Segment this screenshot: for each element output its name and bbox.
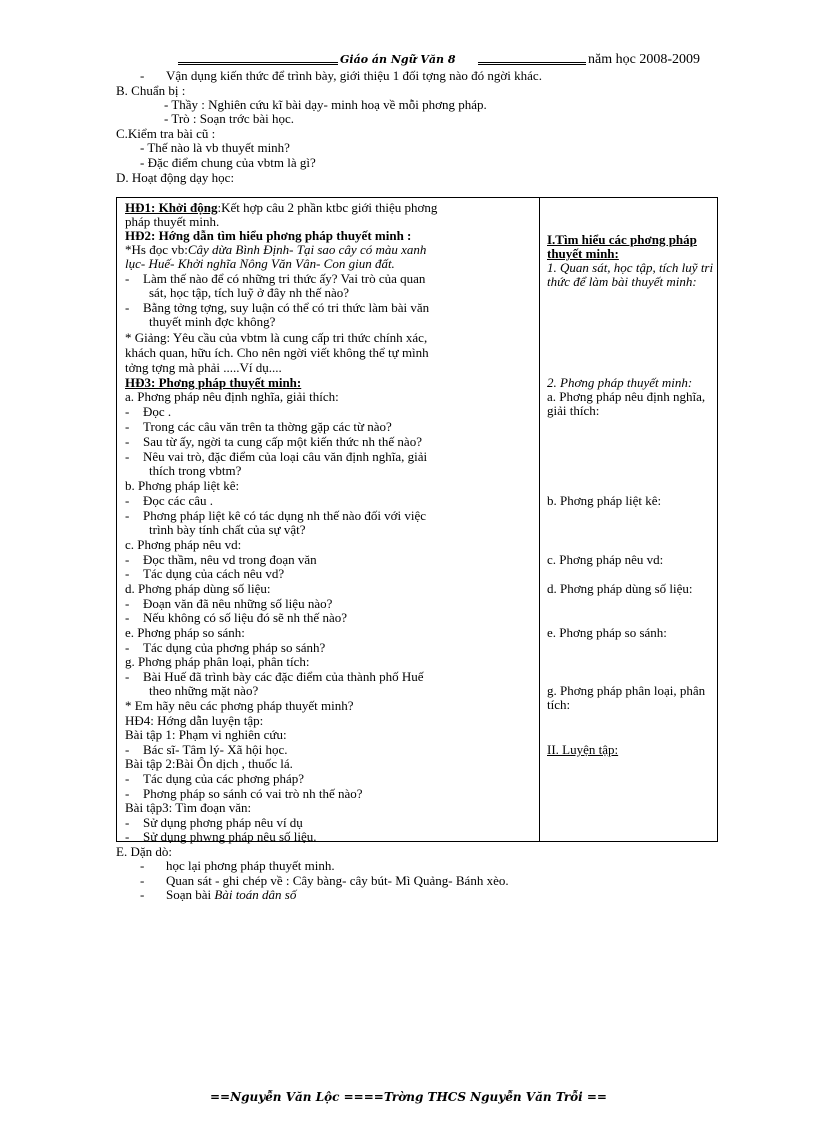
summary-question: * Em hãy nêu các phơng pháp thuyết minh? (125, 698, 354, 713)
section-b-item: - Thầy : Nghiên cứu kĩ bài dạy- minh hoạ về mỗi phơng pháp. (164, 97, 487, 112)
homework-label: E. Dặn dò: (116, 844, 172, 859)
method-b-item: - Đọc các câu . (125, 493, 214, 508)
section-c-item: - Thế nào là vb thuyết minh? (140, 140, 290, 155)
right-subsection: 1. Quan sát, học tập, tích luỹ tri (547, 260, 714, 275)
homework-item: - Soạn bài Bài toán dân số (140, 887, 297, 902)
question-cont: thuyết minh đợc không? (149, 314, 276, 329)
method-a-item: - Đọc . (125, 404, 172, 419)
method-c-label: c. Phơng pháp nêu vd: (125, 537, 242, 552)
method-g-label: g. Phơng pháp phân loại, phân tích: (125, 654, 310, 669)
exercise-2: Bài tập 2:Bài Ôn dịch , thuốc lá. (125, 756, 293, 771)
method-a-item: - Trong các câu văn trên ta thờng gặp các từ nào? (125, 419, 392, 434)
question: - Làm thế nào để có những tri thức ấy? Vai trò của quan (125, 271, 426, 286)
method-d-item: - Nếu không có số liệu đó sẽ nh thế nào? (125, 610, 347, 625)
method-g-item-cont: theo những mặt nào? (149, 683, 259, 698)
method-b-item-cont: trình bày tính chất của sự vật? (149, 522, 306, 537)
hd2-heading: HĐ2: Hớng dẫn tìm hiểu phơng pháp thuyết minh : (125, 228, 412, 243)
homework-item: - Quan sát - ghi chép về : Cây bàng- cây bút- Mì Quảng- Bánh xèo. (140, 873, 509, 888)
section-b-label: B. Chuẩn bị : (116, 83, 186, 98)
apply-line: - Vận dụng kiến thức để trình bày, giới thiệu 1 đối tợng nào đó ngời khác. (140, 68, 542, 83)
method-c-item: - Đọc thầm, nêu vd trong đoạn văn (125, 552, 317, 567)
section-c-label: C.Kiểm tra bài cũ : (116, 126, 216, 141)
right-section-1-cont: thuyết minh: (547, 246, 619, 261)
right-method-e: e. Phơng pháp so sánh: (547, 625, 667, 640)
right-method-a-cont: giải thích: (547, 403, 600, 418)
lecture-note: * Giảng: Yêu cầu của vbtm là cung cấp tri thức chính xác, (125, 330, 428, 345)
method-b-label: b. Phơng pháp liệt kê: (125, 478, 240, 493)
hs-read-line: lục- Huế- Khởi nghĩa Nông Văn Vân- Con giun đất. (125, 256, 395, 271)
method-e-item: - Tác dụng của phơng pháp so sánh? (125, 640, 326, 655)
method-d-label: d. Phơng pháp dùng số liệu: (125, 581, 271, 596)
lesson-table (116, 197, 718, 842)
method-a-label: a. Phơng pháp nêu định nghĩa, giải thích: (125, 389, 339, 404)
section-b-item: - Trò : Soạn trớc bài học. (164, 111, 295, 126)
section-d-label: D. Hoạt động dạy học: (116, 170, 235, 185)
right-method-a: a. Phơng pháp nêu định nghĩa, (547, 389, 706, 404)
right-method-d: d. Phơng pháp dùng số liệu: (547, 581, 693, 596)
right-method-g: g. Phơng pháp phân loại, phân (547, 683, 706, 698)
exercise-1-item: - Bác sĩ- Tâm lý- Xã hội học. (125, 742, 288, 757)
hs-read-line: *Hs đọc vb:Cây dừa Bình Định- Tại sao cây có màu xanh (125, 242, 427, 257)
column-divider (539, 198, 540, 841)
lecture-note: tởng tợng mà phải .....Ví dụ.... (125, 360, 282, 375)
method-a-item: - Nêu vai trò, đặc điểm của loại câu văn định nghĩa, giải (125, 449, 428, 464)
exercise-1: Bài tập 1: Phạm vi nghiên cứu: (125, 727, 287, 742)
right-method-g-cont: tích: (547, 697, 571, 712)
right-subsection-cont: thức để làm bài thuyết minh: (547, 274, 697, 289)
exercise-2-item: - Tác dụng của các phơng pháp? (125, 771, 304, 786)
header-rule-left (178, 62, 338, 65)
right-method-c: c. Phơng pháp nêu vd: (547, 552, 664, 567)
homework-item: - học lại phơng pháp thuyết minh. (140, 858, 335, 873)
method-e-label: e. Phơng pháp so sánh: (125, 625, 245, 640)
page-footer: ==Nguyễn Văn Lộc ====Trờng THCS Nguyễn Văn Trỗi == (210, 1090, 607, 1104)
method-g-item: - Bài Huế đã trình bày các đặc điểm của thành phố Huế (125, 669, 424, 684)
exercise-3-item: - Sử dụng phơng pháp nêu ví dụ (125, 815, 303, 830)
method-a-item-cont: thích trong vbtm? (149, 463, 242, 478)
header-title: Giáo án Ngữ Văn 8 (340, 53, 456, 66)
exercise-3: Bài tập3: Tìm đoạn văn: (125, 800, 252, 815)
right-section-1: I.Tìm hiểu các phơng pháp (547, 232, 697, 247)
header-rule-right (478, 62, 586, 65)
hd1-line: pháp thuyết minh. (125, 214, 220, 229)
right-section-practice: II. Luyện tập: (547, 742, 619, 757)
hd3-heading: HĐ3: Phơng pháp thuyết minh: (125, 375, 302, 390)
method-b-item: - Phơng pháp liệt kê có tác dụng nh thế nào đối với việc (125, 508, 427, 523)
hd4-heading: HĐ4: Hớng dẫn luyện tập: (125, 713, 264, 728)
header-year: năm học 2008-2009 (588, 52, 700, 67)
lecture-note: khách quan, hữu ích. Cho nên ngời viết không thể tự mình (125, 345, 429, 360)
hd1-line: HĐ1: Khởi động:Kết hợp câu 2 phần ktbc giới thiệu phơng (125, 200, 438, 215)
exercise-2-item: - Phơng pháp so sánh có vai trò nh thế nào? (125, 786, 363, 801)
method-a-item: - Sau từ ấy, ngời ta cung cấp một kiến thức nh thế nào? (125, 434, 422, 449)
section-c-item: - Đặc điểm chung của vbtm là gì? (140, 155, 316, 170)
question-cont: sát, học tập, tích luỹ ở đây nh thế nào? (149, 285, 350, 300)
method-c-item: - Tác dụng của cách nêu vd? (125, 566, 285, 581)
question: - Bằng tởng tợng, suy luận có thể có tri thức làm bài văn (125, 300, 430, 315)
method-d-item: - Đoạn văn đã nêu những số liệu nào? (125, 596, 333, 611)
exercise-3-item: - Sử dụng phwng pháp nêu số liệu. (125, 829, 317, 844)
right-section-2: 2. Phơng pháp thuyết minh: (547, 375, 693, 390)
right-method-b: b. Phơng pháp liệt kê: (547, 493, 662, 508)
